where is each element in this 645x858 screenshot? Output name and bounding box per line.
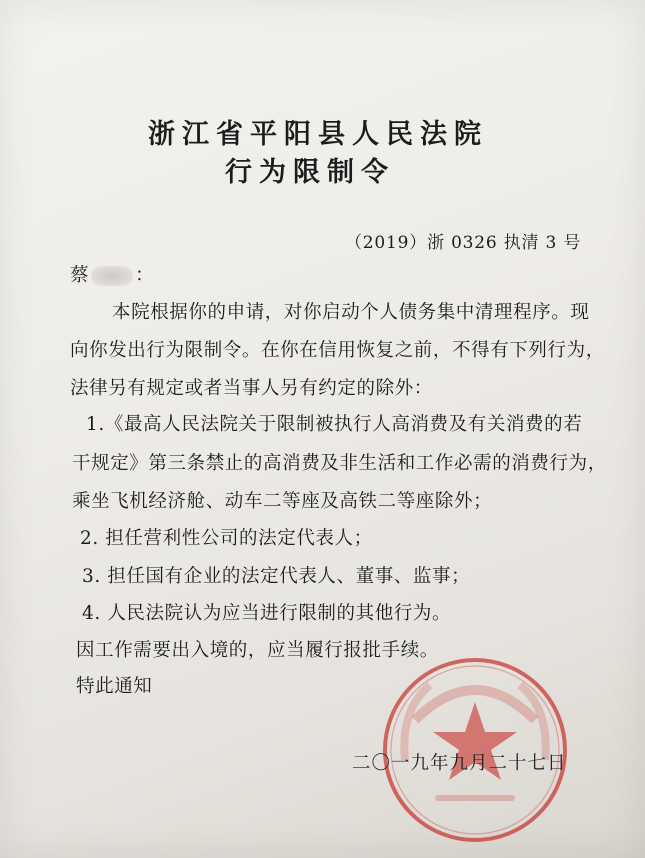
- list-item-1-line-1: 1.《最高人民法院关于限制被执行人高消费及有关消费的若: [86, 414, 583, 435]
- document-date: 二〇一九年九月二十七日: [352, 753, 567, 774]
- addressee-name: 蔡: [70, 265, 90, 286]
- paragraph-2: 因工作需要出入境的，应当履行报批手续。: [76, 640, 439, 661]
- list-item-2: 2. 担任营利性公司的法定代表人；: [80, 528, 373, 549]
- addressee-colon: ：: [135, 265, 155, 286]
- closing-text: 特此通知: [76, 676, 153, 697]
- paragraph-1-line-3: 法律另有规定或者当事人另有约定的除外：: [70, 378, 433, 399]
- redacted-name-blur: [91, 266, 133, 286]
- list-item-1-line-2: 干规定》第三条禁止的高消费及非生活和工作必需的消费行为，: [72, 453, 607, 474]
- list-item-3: 3. 担任国有企业的法定代表人、董事、监事；: [82, 566, 471, 587]
- document-title-line1: 浙江省平阳县人民法院: [148, 119, 488, 150]
- list-item-4: 4. 人民法院认为应当进行限制的其他行为。: [82, 603, 452, 624]
- list-item-1-line-3: 乘坐飞机经济舱、动车二等座及高铁二等座除外；: [72, 491, 493, 512]
- paragraph-1-line-2: 向你发出行为限制令。在你在信用恢复之前，不得有下列行为，: [70, 340, 605, 361]
- paragraph-1-line-1: 本院根据你的申请，对你启动个人债务集中清理程序。现: [112, 302, 590, 323]
- document-title-line2: 行为限制令: [225, 157, 395, 188]
- addressee: [70, 261, 154, 287]
- case-number: （2019）浙 0326 执清 3 号: [345, 233, 582, 253]
